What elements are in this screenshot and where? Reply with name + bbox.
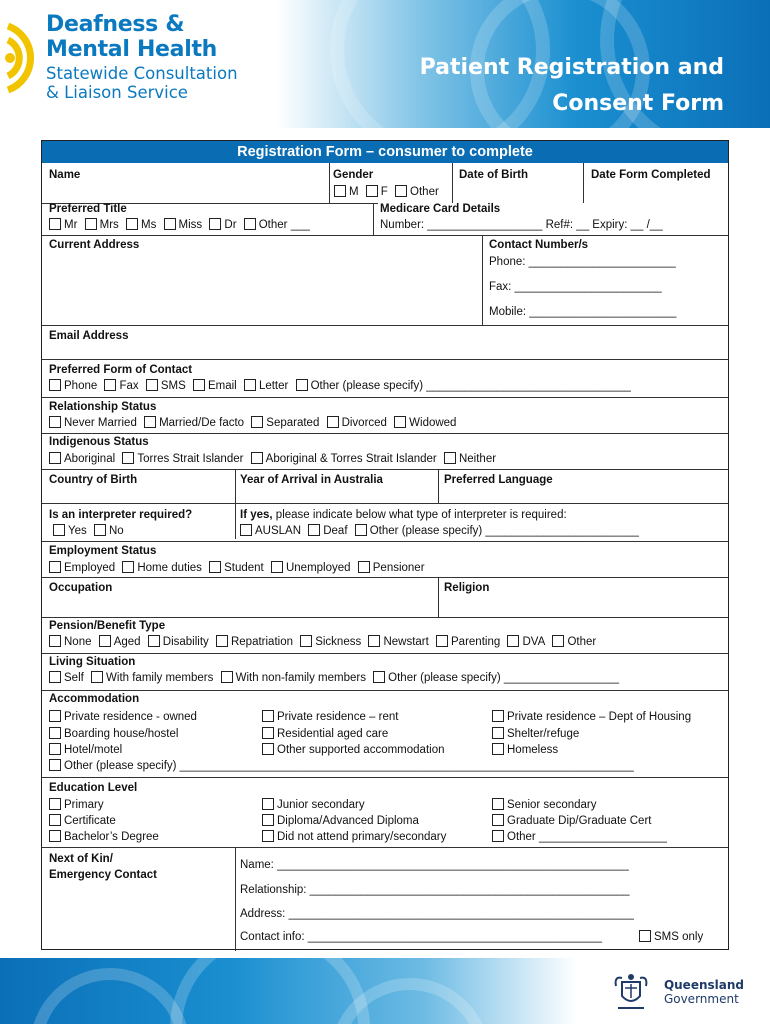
option-label: Primary xyxy=(64,799,104,811)
checkbox[interactable] xyxy=(49,561,61,573)
education-option[interactable] xyxy=(49,813,159,829)
checkbox[interactable] xyxy=(49,671,61,683)
option-label: Other (please specify) ________________________________ xyxy=(310,380,631,392)
option-label: Mr xyxy=(64,219,78,231)
page-title xyxy=(420,50,724,122)
checkbox[interactable] xyxy=(251,452,263,464)
checkbox[interactable] xyxy=(49,727,61,739)
contact-option[interactable] xyxy=(104,379,138,393)
brand-logo-icon xyxy=(4,18,48,98)
pension-option[interactable] xyxy=(148,635,209,649)
email-label: Email Address xyxy=(49,330,129,342)
option-label: Other (please specify) _______________________________________________________________________ xyxy=(64,760,634,772)
checkbox[interactable] xyxy=(492,814,504,826)
checkbox[interactable] xyxy=(122,452,134,464)
indigenous-status-label: Indigenous Status xyxy=(49,436,149,448)
checkbox[interactable] xyxy=(436,635,448,647)
education-option[interactable] xyxy=(262,797,446,813)
option-label: F xyxy=(380,186,388,198)
checkbox[interactable] xyxy=(146,379,158,391)
interpreter-question: Is an interpreter required? xyxy=(49,509,193,521)
checkbox[interactable] xyxy=(373,671,385,683)
accommodation-option[interactable] xyxy=(49,709,197,726)
checkbox[interactable] xyxy=(262,830,274,842)
checkbox[interactable] xyxy=(355,524,367,536)
option-label: Neither xyxy=(458,453,497,465)
checkbox[interactable] xyxy=(126,218,138,230)
accommodation-col-1 xyxy=(49,709,197,759)
contact-option[interactable] xyxy=(193,379,237,393)
option-label: Other xyxy=(410,186,439,198)
checkbox[interactable] xyxy=(296,379,308,391)
checkbox[interactable] xyxy=(639,930,651,942)
option-label: Other (please specify) __________________ xyxy=(388,672,619,684)
checkbox[interactable] xyxy=(122,561,134,573)
option-label: Senior secondary xyxy=(507,799,597,811)
brand-line-1: Deafness & xyxy=(46,12,185,37)
accommodation-option[interactable] xyxy=(49,742,197,759)
interpreter-option[interactable] xyxy=(53,524,87,538)
contact-options xyxy=(49,379,635,393)
option-label: Aboriginal xyxy=(64,453,116,465)
relationship-option[interactable] xyxy=(49,416,137,430)
checkbox[interactable] xyxy=(244,379,256,391)
option-label: Home duties xyxy=(137,562,202,574)
brand-line-4: & Liaison Service xyxy=(46,83,188,102)
option-label: Newstart xyxy=(383,636,429,648)
employment-status-label: Employment Status xyxy=(49,545,157,557)
religion-label: Religion xyxy=(444,582,490,594)
option-label: Deaf xyxy=(323,525,348,537)
option-label: Email xyxy=(207,380,237,392)
fax-field[interactable]: Fax: _______________________ xyxy=(489,281,662,293)
option-label: Student xyxy=(224,562,264,574)
employment-option[interactable] xyxy=(122,561,202,575)
option-label: Graduate Dip/Graduate Cert xyxy=(507,815,652,827)
checkbox[interactable] xyxy=(91,671,103,683)
employment-options xyxy=(49,561,429,575)
checkbox[interactable] xyxy=(49,743,61,755)
checkbox[interactable] xyxy=(221,671,233,683)
option-label: Other supported accommodation xyxy=(277,744,445,756)
checkbox[interactable] xyxy=(49,416,61,428)
option-label: Married/De facto xyxy=(159,417,245,429)
option-label: Bachelor’s Degree xyxy=(64,831,159,843)
option-label: Disability xyxy=(162,636,209,648)
option-label: DVA xyxy=(522,636,546,648)
accommodation-col-3 xyxy=(492,709,691,759)
option-label: Ms xyxy=(141,219,157,231)
indigenous-option[interactable] xyxy=(251,452,437,466)
queensland-crest-icon xyxy=(614,972,648,1012)
option-label: Parenting xyxy=(451,636,501,648)
title-option[interactable] xyxy=(244,218,310,232)
gender-option[interactable] xyxy=(395,185,439,199)
checkbox[interactable] xyxy=(85,218,97,230)
option-label: Divorced xyxy=(341,417,387,429)
gender-option[interactable] xyxy=(334,185,359,199)
option-label: Never Married xyxy=(64,417,137,429)
contact-numbers-label: Contact Number/s xyxy=(489,239,589,251)
accommodation-option[interactable] xyxy=(262,709,444,726)
contact-option[interactable] xyxy=(296,379,631,393)
checkbox[interactable] xyxy=(49,759,61,771)
checkbox[interactable] xyxy=(368,635,380,647)
option-label: With family members xyxy=(106,672,214,684)
relationship-option[interactable] xyxy=(251,416,319,430)
checkbox[interactable] xyxy=(49,452,61,464)
checkbox[interactable] xyxy=(49,218,61,230)
preferred-title-label: Preferred Title xyxy=(49,203,127,215)
title-option[interactable] xyxy=(126,218,156,232)
option-label: Sickness xyxy=(315,636,362,648)
mobile-field[interactable]: Mobile: _______________________ xyxy=(489,306,677,318)
queensland-government-logo xyxy=(664,978,744,1006)
option-label: Miss xyxy=(178,219,203,231)
checkbox[interactable] xyxy=(53,524,65,536)
checkbox[interactable] xyxy=(358,561,370,573)
sms-only-option[interactable] xyxy=(639,930,703,944)
checkbox[interactable] xyxy=(492,727,504,739)
checkbox[interactable] xyxy=(262,798,274,810)
interpreter-type-option[interactable] xyxy=(355,524,639,538)
education-col-1 xyxy=(49,797,159,845)
checkbox[interactable] xyxy=(240,524,252,536)
accommodation-option[interactable] xyxy=(49,726,197,743)
option-label: Employed xyxy=(64,562,116,574)
emergency-contact-label: Emergency Contact xyxy=(49,869,158,881)
interpreter-type-option[interactable] xyxy=(240,524,301,538)
accommodation-label: Accommodation xyxy=(49,693,140,705)
contact-option[interactable] xyxy=(49,379,97,393)
title-line-2: Consent Form xyxy=(552,91,724,116)
option-label: Hotel/motel xyxy=(64,744,123,756)
title-options xyxy=(49,218,314,232)
nok-relationship-field[interactable]: Relationship: __________________________________________________ xyxy=(240,884,630,896)
checkbox[interactable] xyxy=(327,416,339,428)
title-option[interactable] xyxy=(209,218,236,232)
date-completed-label: Date Form Completed xyxy=(591,169,711,181)
option-label: AUSLAN xyxy=(255,525,302,537)
checkbox[interactable] xyxy=(444,452,456,464)
if-yes-emphasis: If yes, xyxy=(240,509,273,521)
checkbox[interactable] xyxy=(492,710,504,722)
checkbox[interactable] xyxy=(300,635,312,647)
option-label: Shelter/refuge xyxy=(507,727,580,740)
checkbox[interactable] xyxy=(271,561,283,573)
registration-form xyxy=(41,140,729,950)
option-label: Private residence – rent xyxy=(277,711,399,723)
contact-option[interactable] xyxy=(244,379,288,393)
relationship-option[interactable] xyxy=(144,416,244,430)
nok-address-field[interactable]: Address: ______________________________________________________ xyxy=(240,908,634,920)
option-label: Phone xyxy=(64,380,98,392)
option-label: SMS only xyxy=(654,931,704,943)
interpreter-type-option[interactable] xyxy=(308,524,347,538)
pension-options xyxy=(49,635,600,649)
option-label: No xyxy=(108,525,124,537)
option-label: Private residence - owned xyxy=(64,711,197,723)
name-label: Name xyxy=(49,169,81,181)
option-label: Yes xyxy=(68,525,87,537)
living-options xyxy=(49,671,623,685)
brand-line-2: Mental Health xyxy=(46,37,218,62)
govt-line-1: Queensland xyxy=(663,978,744,992)
option-label: Widowed xyxy=(409,417,457,429)
education-option[interactable] xyxy=(492,813,667,829)
checkbox[interactable] xyxy=(104,379,116,391)
indigenous-option[interactable] xyxy=(444,452,496,466)
option-label: Mrs xyxy=(99,219,119,231)
option-label: SMS xyxy=(160,380,186,392)
living-option[interactable] xyxy=(373,671,619,685)
education-option[interactable] xyxy=(49,829,159,845)
employment-option[interactable] xyxy=(49,561,115,575)
checkbox[interactable] xyxy=(492,830,504,842)
interpreter-option[interactable] xyxy=(94,524,124,538)
option-label: Pensioner xyxy=(372,562,425,574)
option-label: Did not attend primary/secondary xyxy=(277,831,447,843)
education-option[interactable] xyxy=(492,829,667,845)
option-label: Letter xyxy=(258,380,289,392)
govt-line-2: Government xyxy=(663,992,739,1006)
indigenous-option[interactable] xyxy=(49,452,115,466)
decorative-swirl xyxy=(170,958,370,1024)
pension-option[interactable] xyxy=(368,635,428,649)
option-label: Repatriation xyxy=(230,636,293,648)
accommodation-option[interactable] xyxy=(492,742,691,759)
checkbox[interactable] xyxy=(251,416,263,428)
education-level-label: Education Level xyxy=(49,782,138,794)
brand-name xyxy=(46,14,238,104)
accommodation-col-2 xyxy=(262,709,444,759)
occupation-label: Occupation xyxy=(49,582,113,594)
option-label: Unemployed xyxy=(285,562,351,574)
option-label: Other ____________________ xyxy=(507,831,667,843)
option-label: Residential aged care xyxy=(277,727,389,740)
checkbox[interactable] xyxy=(492,798,504,810)
next-of-kin-label: Next of Kin/ xyxy=(49,853,113,865)
employment-option[interactable] xyxy=(358,561,425,575)
pension-option[interactable] xyxy=(507,635,545,649)
option-label: Private residence – Dept of Housing xyxy=(507,711,692,723)
checkbox[interactable] xyxy=(49,798,61,810)
if-yes-text: please indicate below what type of interpreter is required: xyxy=(272,509,567,521)
footer-banner xyxy=(0,958,770,1024)
medicare-label: Medicare Card Details xyxy=(380,203,501,215)
gender-option[interactable] xyxy=(366,185,388,199)
pension-option[interactable] xyxy=(49,635,92,649)
option-label: With non-family members xyxy=(235,672,366,684)
accommodation-option[interactable] xyxy=(492,709,691,726)
option-label: Certificate xyxy=(64,815,116,827)
relationship-option[interactable] xyxy=(327,416,387,430)
indigenous-options xyxy=(49,452,500,466)
title-option[interactable] xyxy=(49,218,77,232)
option-label: Dr xyxy=(224,219,237,231)
living-situation-label: Living Situation xyxy=(49,656,136,668)
preferred-language-label: Preferred Language xyxy=(444,474,553,486)
relationship-option[interactable] xyxy=(394,416,456,430)
title-line-1: Patient Registration and xyxy=(419,55,724,80)
education-option[interactable] xyxy=(262,813,446,829)
checkbox[interactable] xyxy=(395,185,407,197)
checkbox[interactable] xyxy=(49,814,61,826)
option-label: Aged xyxy=(113,636,141,648)
pension-option[interactable] xyxy=(300,635,361,649)
checkbox[interactable] xyxy=(209,218,221,230)
checkbox[interactable] xyxy=(244,218,256,230)
checkbox[interactable] xyxy=(262,710,274,722)
option-label: Other xyxy=(567,636,597,648)
checkbox[interactable] xyxy=(144,416,156,428)
education-col-2 xyxy=(262,797,446,845)
interpreter-options xyxy=(53,524,128,538)
checkbox[interactable] xyxy=(262,743,274,755)
checkbox[interactable] xyxy=(308,524,320,536)
decorative-swirl xyxy=(30,968,190,1024)
education-option[interactable] xyxy=(49,797,159,813)
dob-label: Date of Birth xyxy=(459,169,528,181)
contact-option[interactable] xyxy=(146,379,186,393)
relationship-status-label: Relationship Status xyxy=(49,401,157,413)
title-option[interactable] xyxy=(85,218,119,232)
education-option[interactable] xyxy=(262,829,446,845)
checkbox[interactable] xyxy=(209,561,221,573)
year-of-arrival-label: Year of Arrival in Australia xyxy=(240,474,383,486)
option-label: None xyxy=(64,636,92,648)
gender-options xyxy=(334,185,443,199)
option-label: Aboriginal & Torres Strait Islander xyxy=(265,453,437,465)
option-label: Junior secondary xyxy=(277,799,365,811)
checkbox[interactable] xyxy=(507,635,519,647)
indigenous-option[interactable] xyxy=(122,452,243,466)
brand-line-3: Statewide Consultation xyxy=(46,64,238,83)
option-label: Separated xyxy=(266,417,320,429)
pension-option[interactable] xyxy=(436,635,500,649)
checkbox[interactable] xyxy=(99,635,111,647)
header-banner xyxy=(0,0,770,128)
phone-field[interactable]: Phone: _______________________ xyxy=(489,256,676,268)
education-option[interactable] xyxy=(492,797,667,813)
checkbox[interactable] xyxy=(492,743,504,755)
checkbox[interactable] xyxy=(552,635,564,647)
interpreter-instructions xyxy=(240,508,567,522)
checkbox[interactable] xyxy=(49,379,61,391)
checkbox[interactable] xyxy=(49,635,61,647)
country-of-birth-label: Country of Birth xyxy=(49,474,138,486)
medicare-field[interactable]: Number: __________________ Ref#: __ Expiry: __ /__ xyxy=(380,219,663,231)
option-label: Boarding house/hostel xyxy=(64,727,179,740)
interpreter-type-options xyxy=(240,524,643,538)
living-option[interactable] xyxy=(49,671,84,685)
option-label: Diploma/Advanced Diploma xyxy=(277,815,419,827)
nok-name-field[interactable]: Name: _______________________________________________________ xyxy=(240,859,629,871)
option-label: Other ___ xyxy=(258,219,310,231)
employment-option[interactable] xyxy=(271,561,351,575)
title-option[interactable] xyxy=(164,218,203,232)
checkbox[interactable] xyxy=(49,830,61,842)
nok-contact-field[interactable]: Contact info: ______________________________________________ xyxy=(240,931,602,943)
checkbox[interactable] xyxy=(216,635,228,647)
accommodation-option[interactable] xyxy=(262,742,444,759)
checkbox[interactable] xyxy=(366,185,378,197)
option-label: M xyxy=(349,186,359,198)
option-label: Self xyxy=(64,672,84,684)
preferred-contact-label: Preferred Form of Contact xyxy=(49,364,193,376)
checkbox[interactable] xyxy=(49,710,61,722)
accommodation-option[interactable] xyxy=(262,726,444,743)
checkbox[interactable] xyxy=(94,524,106,536)
checkbox[interactable] xyxy=(164,218,176,230)
pension-option[interactable] xyxy=(99,635,141,649)
gender-label: Gender xyxy=(333,169,374,181)
employment-option[interactable] xyxy=(209,561,264,575)
checkbox[interactable] xyxy=(262,727,274,739)
checkbox[interactable] xyxy=(394,416,406,428)
pension-option[interactable] xyxy=(552,635,596,649)
option-label: Homeless xyxy=(507,744,559,756)
pension-option[interactable] xyxy=(216,635,293,649)
accommodation-other[interactable] xyxy=(49,759,634,773)
option-label: Fax xyxy=(119,380,139,392)
checkbox[interactable] xyxy=(334,185,346,197)
checkbox[interactable] xyxy=(148,635,160,647)
accommodation-option[interactable] xyxy=(492,726,691,743)
checkbox[interactable] xyxy=(262,814,274,826)
option-label: Other (please specify) ________________________ xyxy=(369,525,639,537)
relationship-options xyxy=(49,416,460,430)
current-address-label: Current Address xyxy=(49,239,140,251)
pension-type-label: Pension/Benefit Type xyxy=(49,620,166,632)
education-col-3 xyxy=(492,797,667,845)
living-option[interactable] xyxy=(221,671,366,685)
form-section-title: Registration Form – consumer to complete xyxy=(42,141,728,163)
checkbox[interactable] xyxy=(193,379,205,391)
option-label: Torres Strait Islander xyxy=(137,453,244,465)
living-option[interactable] xyxy=(91,671,213,685)
